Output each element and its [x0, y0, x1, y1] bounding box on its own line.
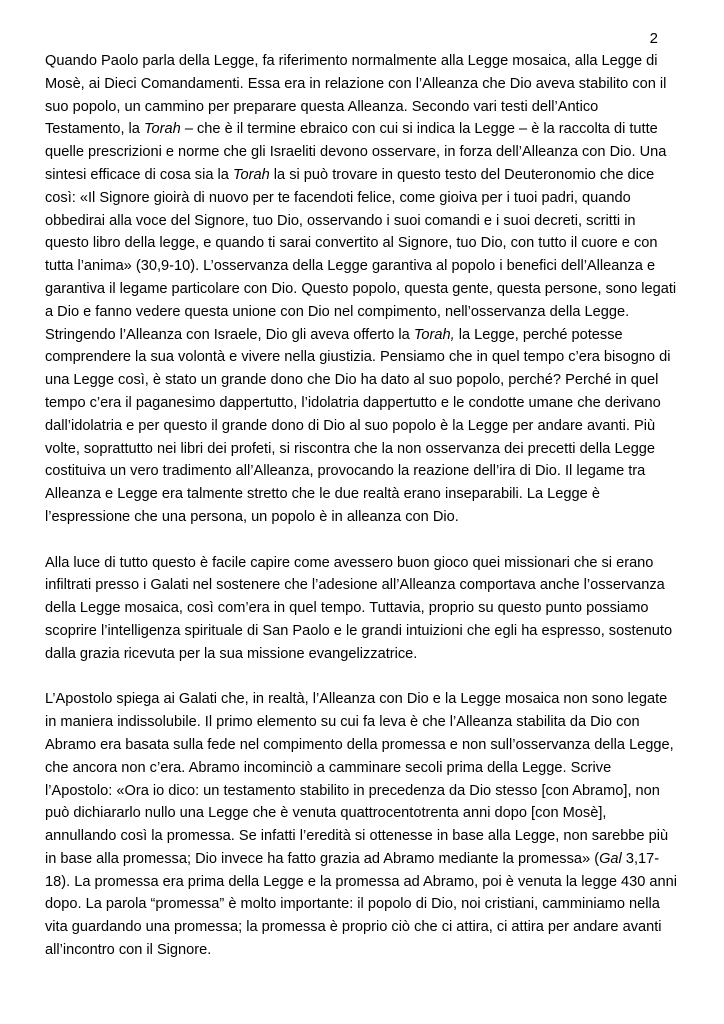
text-run: Testamento, la	[45, 121, 144, 138]
text-run: la Legge, perché potesse	[454, 326, 623, 343]
text-run: Quando Paolo parla della Legge, fa riferimento normalmente alla Legge mosaica, alla Legge di	[45, 53, 658, 69]
text-run: quelle prescrizioni e norme che gli Israeliti devono osservare, in forza dell’Alleanza con Dio. Una	[45, 144, 667, 161]
text-run: – che è il termine ebraico con cui si indica la Legge – è la raccolta di tutte	[180, 121, 658, 138]
text-line	[45, 141, 685, 164]
text-line	[45, 415, 685, 438]
text-line	[45, 73, 685, 96]
text-line	[45, 96, 685, 119]
paragraph-3	[45, 688, 685, 962]
text-run: vita guardando una promessa; la promessa è proprio ciò che ci attira, ci attira per andare avanti	[45, 919, 662, 936]
text-run: dopo. La parola “promessa” è molto importante: il popolo di Dio, noi cristiani, camminiamo nella	[45, 896, 660, 913]
text-run: costituiva un vero tradimento all’Alleanza, provocando la reazione dell’ira di Dio. Il legame tra	[45, 463, 646, 480]
text-line	[45, 438, 685, 461]
text-run: dalla grazia ricevuta per la sua missione evangelizzatrice.	[45, 645, 418, 662]
text-line	[45, 802, 685, 825]
text-run: in maniera indissolubile. Il primo elemento su cui fa leva è che l’Alleanza stabilita da Dio con	[45, 714, 640, 731]
text-line	[45, 164, 685, 187]
text-run: questo libro della legge, e quando ti sarai convertito al Signore, tuo Dio, con tutto il cuore e con	[45, 235, 658, 252]
text-line	[45, 301, 685, 324]
text-line	[45, 232, 685, 255]
text-run: tutta l’anima» (30,9-10). L’osservanza della Legge garantiva al popolo i benefici dell’Alleanza e	[45, 258, 656, 275]
paragraph-2	[45, 552, 685, 666]
text-run: sintesi efficace di cosa sia la	[45, 166, 233, 183]
text-line	[45, 552, 685, 575]
text-line	[45, 278, 685, 301]
text-run: Stringendo l’Alleanza con Israele, Dio gli aveva offerto la	[45, 326, 414, 343]
text-run: la si può trovare in questo testo del Deuteronomio che dice	[269, 166, 655, 183]
text-line	[45, 711, 685, 734]
text-line	[45, 50, 685, 73]
text-run: Abramo era basata sulla fede nel compimento della promessa e non sull’osservanza della Legge,	[45, 736, 674, 753]
text-line	[45, 734, 685, 757]
italic-term: Torah	[232, 166, 270, 183]
text-line	[45, 688, 685, 711]
text-run: l’Apostolo: «Ora io dico: un testamento stabilito in precedenza da Dio stesso [con Abramo], non	[45, 782, 660, 799]
text-line	[45, 597, 685, 620]
text-line	[45, 780, 685, 803]
page-number: 2	[649, 30, 658, 47]
text-run: che ancora non c’era. Abramo incominciò a camminare secoli prima della Legge. Scrive	[45, 759, 612, 776]
italic-term: Torah,	[413, 326, 455, 343]
text-run: così: «Il Signore gioirà di nuovo per te facendoti felice, come gioiva per i tuoi padri, quando	[45, 189, 631, 206]
text-line	[45, 483, 685, 506]
text-line	[45, 255, 685, 278]
text-run: garantiva il legame particolare con Dio. Questo popolo, questa gente, questa persone, sono legati	[45, 280, 677, 297]
text-run: scoprire l’intelligenza spirituale di San Paolo e le grandi intuizioni che egli ha espresso, sostenuto	[45, 622, 673, 639]
text-line	[45, 893, 685, 916]
text-line	[45, 643, 685, 666]
text-run: 18). La promessa era prima della Legge e la promessa ad Abramo, poi è venuta la legge 430 anni	[45, 873, 677, 890]
paragraph-1	[45, 50, 685, 529]
text-line	[45, 346, 685, 369]
text-line	[45, 757, 685, 780]
text-line	[45, 939, 685, 962]
text-line	[45, 871, 685, 894]
text-line	[45, 460, 685, 483]
text-line	[45, 825, 685, 848]
text-run: l’espressione che una persona, un popolo è in alleanza con Dio.	[45, 508, 459, 525]
text-line	[45, 574, 685, 597]
text-line	[45, 506, 685, 529]
italic-term: Torah	[143, 121, 181, 138]
text-run: comprendere la sua volontà e vivere nella giustizia. Pensiamo che in quel tempo c’era bisogno di	[45, 349, 671, 366]
text-line	[45, 324, 685, 347]
text-run: infiltrati presso i Galati nel sostenere che l’adesione all’Alleanza comportava anche l’osservanza	[45, 577, 665, 594]
text-line	[45, 620, 685, 643]
text-line	[45, 848, 685, 871]
text-run: volte, soprattutto nei libri dei profeti, si riscontra che la non osservanza dei precetti della Legge	[45, 440, 656, 457]
text-line	[45, 369, 685, 392]
text-line	[45, 916, 685, 939]
text-run: Mosè, ai Dieci Comandamenti. Essa era in relazione con l’Alleanza che Dio aveva stabilito con il	[45, 75, 667, 92]
text-run: Alla luce di tutto questo è facile capire come avessero buon gioco quei missionari che si erano	[45, 554, 654, 571]
text-line	[45, 392, 685, 415]
text-run: una Legge così, è stato un grande dono che Dio ha dato al suo popolo, perché? Perché in quel	[45, 372, 659, 389]
text-run: della Legge mosaica, così com’era in quel tempo. Tuttavia, proprio su questo punto possiamo	[45, 600, 649, 617]
text-line	[45, 210, 685, 233]
text-run: tempo c’era il paganesimo dappertutto, l’idolatria dappertutto e le condotte umane che derivano	[45, 394, 661, 411]
text-run: in base alla promessa; Dio invece ha fatto grazia ad Abramo mediante la promessa» (	[45, 850, 600, 867]
text-run: annullando così la promessa. Se infatti l’eredità si ottenesse in base alla Legge, non sarebbe più	[45, 828, 669, 845]
body-text	[45, 50, 685, 985]
italic-term: Gal	[599, 850, 622, 867]
text-run: suo popolo, un cammino per preparare questa Alleanza. Secondo vari testi dell’Antico	[45, 98, 599, 115]
text-run: 3,17-	[621, 850, 660, 867]
text-line	[45, 118, 685, 141]
text-run: obbedirai alla voce del Signore, tuo Dio, osservando i suoi comandi e i suoi decreti, scritti in	[45, 212, 636, 229]
text-run: può dichiararlo nullo una Legge che è venuta quattrocentotrenta anni dopo [con Mosè],	[45, 805, 607, 822]
text-run: Alleanza e Legge era talmente stretto che le due realtà erano inseparabili. La Legge è	[45, 486, 600, 503]
text-run: dall’idolatria e per questo il grande dono di Dio al suo popolo è la Legge per andare avanti. Più	[45, 417, 656, 434]
text-run: L’Apostolo spiega ai Galati che, in realtà, l’Alleanza con Dio e la Legge mosaica non sono legate	[45, 691, 668, 708]
text-line	[45, 187, 685, 210]
text-run: a Dio e fanno vedere questa unione con Dio nel compimento, nell’osservanza della Legge.	[45, 303, 630, 320]
text-run: all’incontro con il Signore.	[45, 942, 212, 959]
